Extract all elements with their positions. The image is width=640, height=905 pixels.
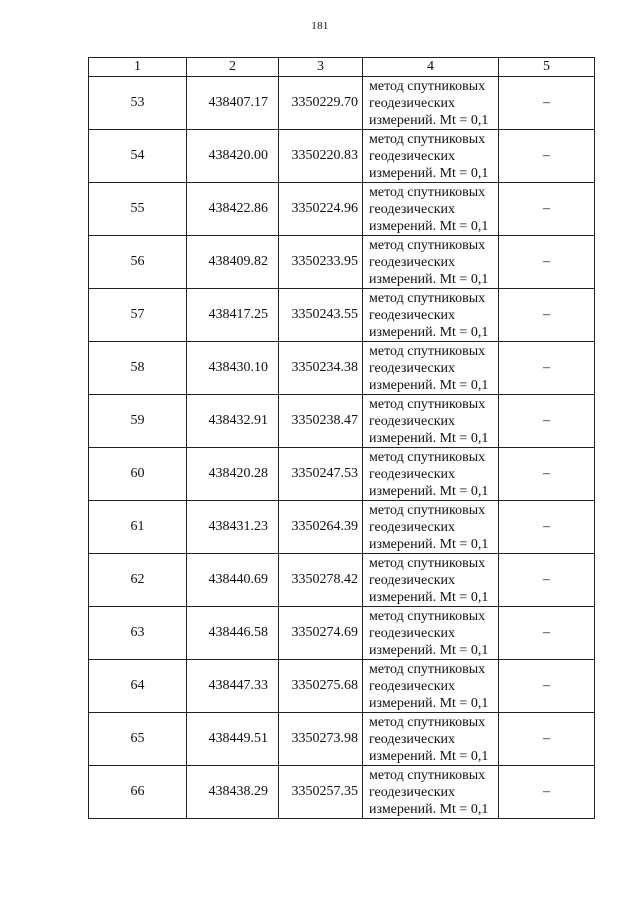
point-number-cell: 58	[89, 342, 187, 395]
method-line: измерений. Mt = 0,1	[369, 112, 489, 128]
method-cell	[363, 342, 499, 395]
table-row	[89, 77, 595, 130]
point-number-cell: 54	[89, 130, 187, 183]
method-line: метод спутниковых	[369, 78, 486, 94]
table-row	[89, 501, 595, 554]
method-line: метод спутниковых	[369, 343, 486, 359]
note-cell: –	[499, 501, 595, 554]
x-coordinate-cell: 438420.28	[187, 448, 279, 501]
method-line: метод спутниковых	[369, 767, 486, 783]
note-cell: –	[499, 713, 595, 766]
column-header: 3	[279, 58, 363, 77]
table-row	[89, 607, 595, 660]
method-line: метод спутниковых	[369, 449, 486, 465]
x-coordinate-cell: 438438.29	[187, 766, 279, 819]
x-coordinate-cell: 438432.91	[187, 395, 279, 448]
y-coordinate-cell: 3350224.96	[279, 183, 363, 236]
method-line: измерений. Mt = 0,1	[369, 589, 489, 605]
x-coordinate-cell: 438447.33	[187, 660, 279, 713]
method-line: геодезических	[369, 519, 456, 535]
point-number-cell: 62	[89, 554, 187, 607]
x-coordinate-cell: 438409.82	[187, 236, 279, 289]
note-cell: –	[499, 130, 595, 183]
method-line: измерений. Mt = 0,1	[369, 642, 489, 658]
x-coordinate-cell: 438431.23	[187, 501, 279, 554]
y-coordinate-cell: 3350275.68	[279, 660, 363, 713]
point-number-cell: 60	[89, 448, 187, 501]
point-number-cell: 56	[89, 236, 187, 289]
y-coordinate-cell: 3350234.38	[279, 342, 363, 395]
method-line: метод спутниковых	[369, 714, 486, 730]
method-line: метод спутниковых	[369, 237, 486, 253]
x-coordinate-cell: 438440.69	[187, 554, 279, 607]
x-coordinate-cell: 438446.58	[187, 607, 279, 660]
method-line: геодезических	[369, 572, 456, 588]
y-coordinate-cell: 3350220.83	[279, 130, 363, 183]
y-coordinate-cell: 3350229.70	[279, 77, 363, 130]
method-line: метод спутниковых	[369, 184, 486, 200]
method-line: измерений. Mt = 0,1	[369, 324, 489, 340]
note-cell: –	[499, 448, 595, 501]
note-cell: –	[499, 766, 595, 819]
method-cell	[363, 607, 499, 660]
table-row	[89, 554, 595, 607]
method-line: метод спутниковых	[369, 131, 486, 147]
method-line: измерений. Mt = 0,1	[369, 377, 489, 393]
method-line: геодезических	[369, 148, 456, 164]
method-line: геодезических	[369, 201, 456, 217]
method-line: метод спутниковых	[369, 608, 486, 624]
y-coordinate-cell: 3350257.35	[279, 766, 363, 819]
method-line: геодезических	[369, 95, 456, 111]
table-row	[89, 236, 595, 289]
point-number-cell: 55	[89, 183, 187, 236]
page-number: 181	[311, 20, 329, 32]
method-line: измерений. Mt = 0,1	[369, 536, 489, 552]
point-number-cell: 53	[89, 77, 187, 130]
method-cell	[363, 501, 499, 554]
column-header: 5	[499, 58, 595, 77]
note-cell: –	[499, 342, 595, 395]
method-cell	[363, 448, 499, 501]
method-line: метод спутниковых	[369, 396, 486, 412]
table-row	[89, 183, 595, 236]
y-coordinate-cell: 3350278.42	[279, 554, 363, 607]
method-line: измерений. Mt = 0,1	[369, 218, 489, 234]
x-coordinate-cell: 438417.25	[187, 289, 279, 342]
column-header: 2	[187, 58, 279, 77]
note-cell: –	[499, 236, 595, 289]
method-cell	[363, 130, 499, 183]
method-line: измерений. Mt = 0,1	[369, 801, 489, 817]
note-cell: –	[499, 183, 595, 236]
table-row	[89, 342, 595, 395]
x-coordinate-cell: 438430.10	[187, 342, 279, 395]
method-line: измерений. Mt = 0,1	[369, 748, 489, 764]
x-coordinate-cell: 438422.86	[187, 183, 279, 236]
method-line: геодезических	[369, 625, 456, 641]
table-row	[89, 130, 595, 183]
method-line: измерений. Mt = 0,1	[369, 483, 489, 499]
method-line: метод спутниковых	[369, 555, 486, 571]
method-line: геодезических	[369, 254, 456, 270]
method-cell	[363, 660, 499, 713]
method-line: измерений. Mt = 0,1	[369, 165, 489, 181]
coordinates-table	[88, 57, 595, 819]
method-cell	[363, 236, 499, 289]
method-cell	[363, 77, 499, 130]
table-row	[89, 448, 595, 501]
method-line: геодезических	[369, 413, 456, 429]
note-cell: –	[499, 289, 595, 342]
method-line: метод спутниковых	[369, 290, 486, 306]
table-body	[89, 77, 595, 819]
point-number-cell: 57	[89, 289, 187, 342]
note-cell: –	[499, 660, 595, 713]
y-coordinate-cell: 3350274.69	[279, 607, 363, 660]
method-line: геодезических	[369, 307, 456, 323]
x-coordinate-cell: 438449.51	[187, 713, 279, 766]
table-row	[89, 289, 595, 342]
method-cell	[363, 183, 499, 236]
note-cell: –	[499, 607, 595, 660]
table-header-row	[89, 58, 595, 77]
method-line: геодезических	[369, 784, 456, 800]
table-row	[89, 713, 595, 766]
method-line: метод спутниковых	[369, 502, 486, 518]
y-coordinate-cell: 3350243.55	[279, 289, 363, 342]
note-cell: –	[499, 77, 595, 130]
note-cell: –	[499, 395, 595, 448]
point-number-cell: 59	[89, 395, 187, 448]
point-number-cell: 66	[89, 766, 187, 819]
note-cell: –	[499, 554, 595, 607]
method-line: геодезических	[369, 678, 456, 694]
point-number-cell: 65	[89, 713, 187, 766]
method-line: геодезических	[369, 466, 456, 482]
y-coordinate-cell: 3350233.95	[279, 236, 363, 289]
y-coordinate-cell: 3350247.53	[279, 448, 363, 501]
method-cell	[363, 713, 499, 766]
table-row	[89, 660, 595, 713]
column-header: 1	[89, 58, 187, 77]
method-line: измерений. Mt = 0,1	[369, 695, 489, 711]
method-cell	[363, 554, 499, 607]
method-line: измерений. Mt = 0,1	[369, 430, 489, 446]
method-line: геодезических	[369, 360, 456, 376]
point-number-cell: 61	[89, 501, 187, 554]
y-coordinate-cell: 3350238.47	[279, 395, 363, 448]
x-coordinate-cell: 438420.00	[187, 130, 279, 183]
column-header: 4	[363, 58, 499, 77]
method-line: метод спутниковых	[369, 661, 486, 677]
method-cell	[363, 766, 499, 819]
point-number-cell: 64	[89, 660, 187, 713]
table-row	[89, 395, 595, 448]
method-cell	[363, 289, 499, 342]
x-coordinate-cell: 438407.17	[187, 77, 279, 130]
table-row	[89, 766, 595, 819]
method-line: измерений. Mt = 0,1	[369, 271, 489, 287]
method-cell	[363, 395, 499, 448]
y-coordinate-cell: 3350264.39	[279, 501, 363, 554]
method-line: геодезических	[369, 731, 456, 747]
point-number-cell: 63	[89, 607, 187, 660]
y-coordinate-cell: 3350273.98	[279, 713, 363, 766]
